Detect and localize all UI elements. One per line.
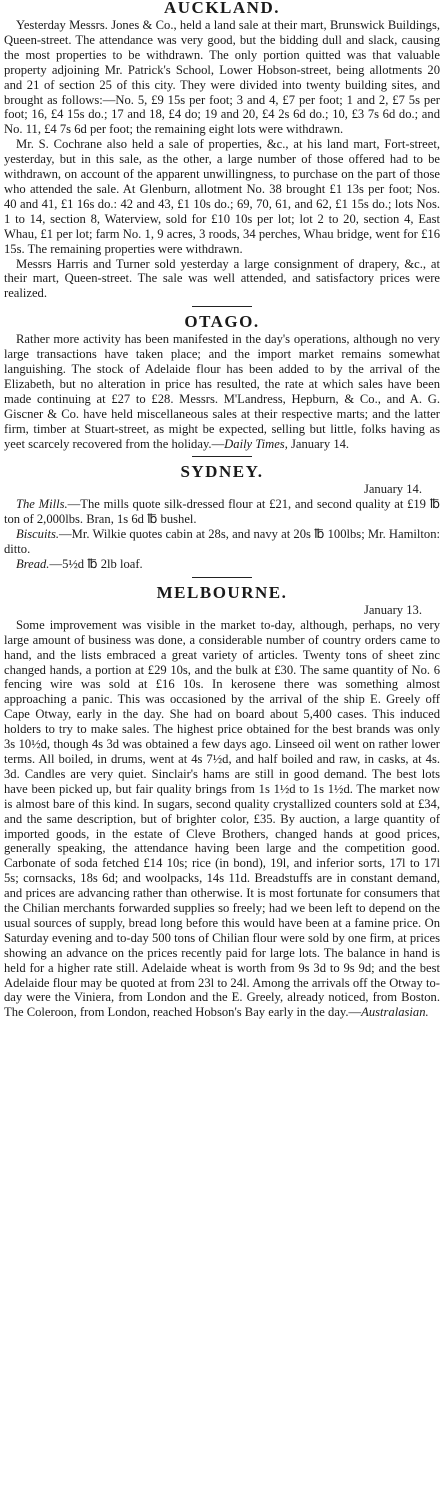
sydney-biscuits-text: —Mr. Wilkie quotes cabin at 28s, and navy at 20s ℔ 100lbs; Mr. Hamilton: ditto. xyxy=(4,527,440,557)
auckland-paragraph-1: Yesterday Messrs. Jones & Co., held a land sale at their mart, Brunswick Buildings, Queen-street. The attendance was very good, but the bidding dull and slack, causing the most properties to be withdrawn. The only portion quitted was that valuable property adjoining Mr. Patrick's School, Lower Hobson-street, being allotments 20 and 21 of section 25 of this city. They were divided into twenty building sites, and brought as follows:—No. 5, £9 15s per foot; 3 and 4, £7 per foot; 1 and 2, £7 5s per foot; 16, £4 15s do.; 17 and 18, £4 do; 19 and 20, £4 2s 6d do.; 10, £3 7s 6d do.; and No. 11, £4 7s 6d per foot; the remaining eight lots were withdrawn. xyxy=(4,18,440,137)
sydney-dateline: January 14. xyxy=(363,482,422,497)
otago-paragraph xyxy=(4,332,440,451)
sydney-bread-tag: Bread. xyxy=(16,557,50,571)
sydney-section xyxy=(4,462,440,571)
melbourne-heading: MELBOURNE. xyxy=(156,582,288,602)
sydney-mills-tag: The Mills. xyxy=(16,497,68,512)
section-divider xyxy=(192,306,252,307)
otago-paragraph-text: Rather more activity has been manifested in the day's operations, although no very large transactions have taken place; and the import market remains somewhat languishing. The stock of Adelaide flour has been added to by the arrival of the Elizabeth, but no alteration in price has resulted, the rate at which sales have been made continuing at £27 to £28. Messrs. M'Landress, Hepburn, & Co., and A. G. Giscner & Co. have held miscellaneous sales at their respective marts; and the latter firm, timber at Stuart-street, as might be expected, selling but little, folks having as yeet scarcely recovered from the holiday.— xyxy=(4,332,440,451)
sydney-bread-paragraph xyxy=(4,557,440,572)
melbourne-source: Australasian. xyxy=(361,1005,429,1020)
otago-source: Daily Times xyxy=(224,436,285,451)
otago-heading: OTAGO. xyxy=(184,312,260,332)
auckland-paragraph-2: Mr. S. Cochrane also held a sale of properties, &c., at his land mart, Fort-street, yesterday, but in this sale, as the other, a large number of those offered had to be withdrawn, on account of the apparent unwillingness, to purchase on the part of those who attended the sale. At Glenburn, allotment No. 38 brought £1 13s per foot; Nos. 40 and 41, £1 16s do.: 42 and 43, £1 10s do.; 69, 70, 61, and 62, £1 15s do.; lots Nos. 1 to 14, section 8, Waterview, sold for £10 10s per lot; lot 2 to 20, section 4, East Whau, £1 per lot; farm No. 1, 9 acres, 3 roods, 34 perches, Whau bridge, went for £16 15s. The remaining properties were withdrawn. xyxy=(4,137,440,256)
sydney-bread-text: —5½d ℔ 2lb loaf. xyxy=(49,557,143,571)
otago-source-date: , January 14. xyxy=(284,436,350,451)
melbourne-section xyxy=(4,583,440,1020)
auckland-heading: AUCKLAND. xyxy=(164,0,280,17)
auckland-section xyxy=(4,0,440,301)
melbourne-dateline: January 13. xyxy=(363,602,422,617)
otago-section xyxy=(4,312,440,451)
section-divider xyxy=(192,456,252,457)
sydney-mills-paragraph xyxy=(4,497,440,527)
sydney-biscuits-paragraph xyxy=(4,527,440,557)
sydney-heading: SYDNEY. xyxy=(180,462,264,482)
melbourne-paragraph xyxy=(4,618,440,1020)
sydney-mills-text: —The mills quote silk-dressed flour at £21, and second quality at £19 ℔ ton of 2,000lbs. Bran, 1s 6d ℔ bushel. xyxy=(4,497,441,527)
auckland-paragraph-3: Messrs Harris and Turner sold yesterday a large consignment of drapery, &c., at their mart, Queen-street. The sale was well attended, and satisfactory prices were realized. xyxy=(4,256,440,301)
sydney-biscuits-tag: Biscuits. xyxy=(16,527,60,542)
section-divider xyxy=(192,577,252,578)
melbourne-paragraph-text: Some improvement was visible in the market to-day, although, perhaps, no very large amount of business was done, a considerable number of country orders came to hand, and the lists embraced a great variety of articles. Twenty tons of sheet zinc changed hands, a portion at £29 10s, and the bulk at £30. The same quantity of No. 6 fencing wire was sold at £16 10s. In kerosene there was something almost approaching a panic. This was occasioned by the arrival of the ship E. Greely off Cape Otway, early in the day. She had on board about 5,400 cases. This induced holders to try to make sales. The highest price obtained for the best brands was only 3s 10½d, though 4s 3d was obtained a few days ago. Linseed oil went on rather lower terms. All boiled, in drums, went at 4s 7½d, and half boiled and raw, in casks, at 4s. 3d. Candles are very quiet. Sinclair's hams are still in good demand. The best lots have been picked up, but fair quality brings from 1s 1½d to 1s 1½d. The market now is almost bare of this kind. In sugars, second quality crystallized counters sold at £34, and the same description, but of brighter color, £35. By auction, a large quantity of imported goods, in the estate of Cleve Brothers, changed hands at good prices, generally speaking, the attendance having been large and the competition good. Carbonate of soda fetched £14 10s; rice (in bond), 19l, and inferior sorts, 17l to 17l 5s; cornsacks, 18s 6d; and woolpacks, 14s 11d. Breadstuffs are in constant demand, and prices are advancing rather than otherwise. It is most fortunate for consumers that the Chilian merchants forwarded supplies so freely; had we been left to depend on the usual sources of supply, bread long before this would have been at a famine price. On Saturday evening and to-day 500 tons of Chilian flour were sold by one firm, at prices showing an advance on the prices recently paid for large lots. The balance in hand is held for a higher rate still. Adelaide wheat is worth from 9s 3d to 9s 9d; and the best Adelaide flour may be quoted at from 23l to 24l. Among the arrivals off the Otway to-day were the Viniera, from London and the E. Greely, already noticed, from Boston. The Coleroon, from London, reached Hobson's Bay early in the day.— xyxy=(4,617,440,1020)
